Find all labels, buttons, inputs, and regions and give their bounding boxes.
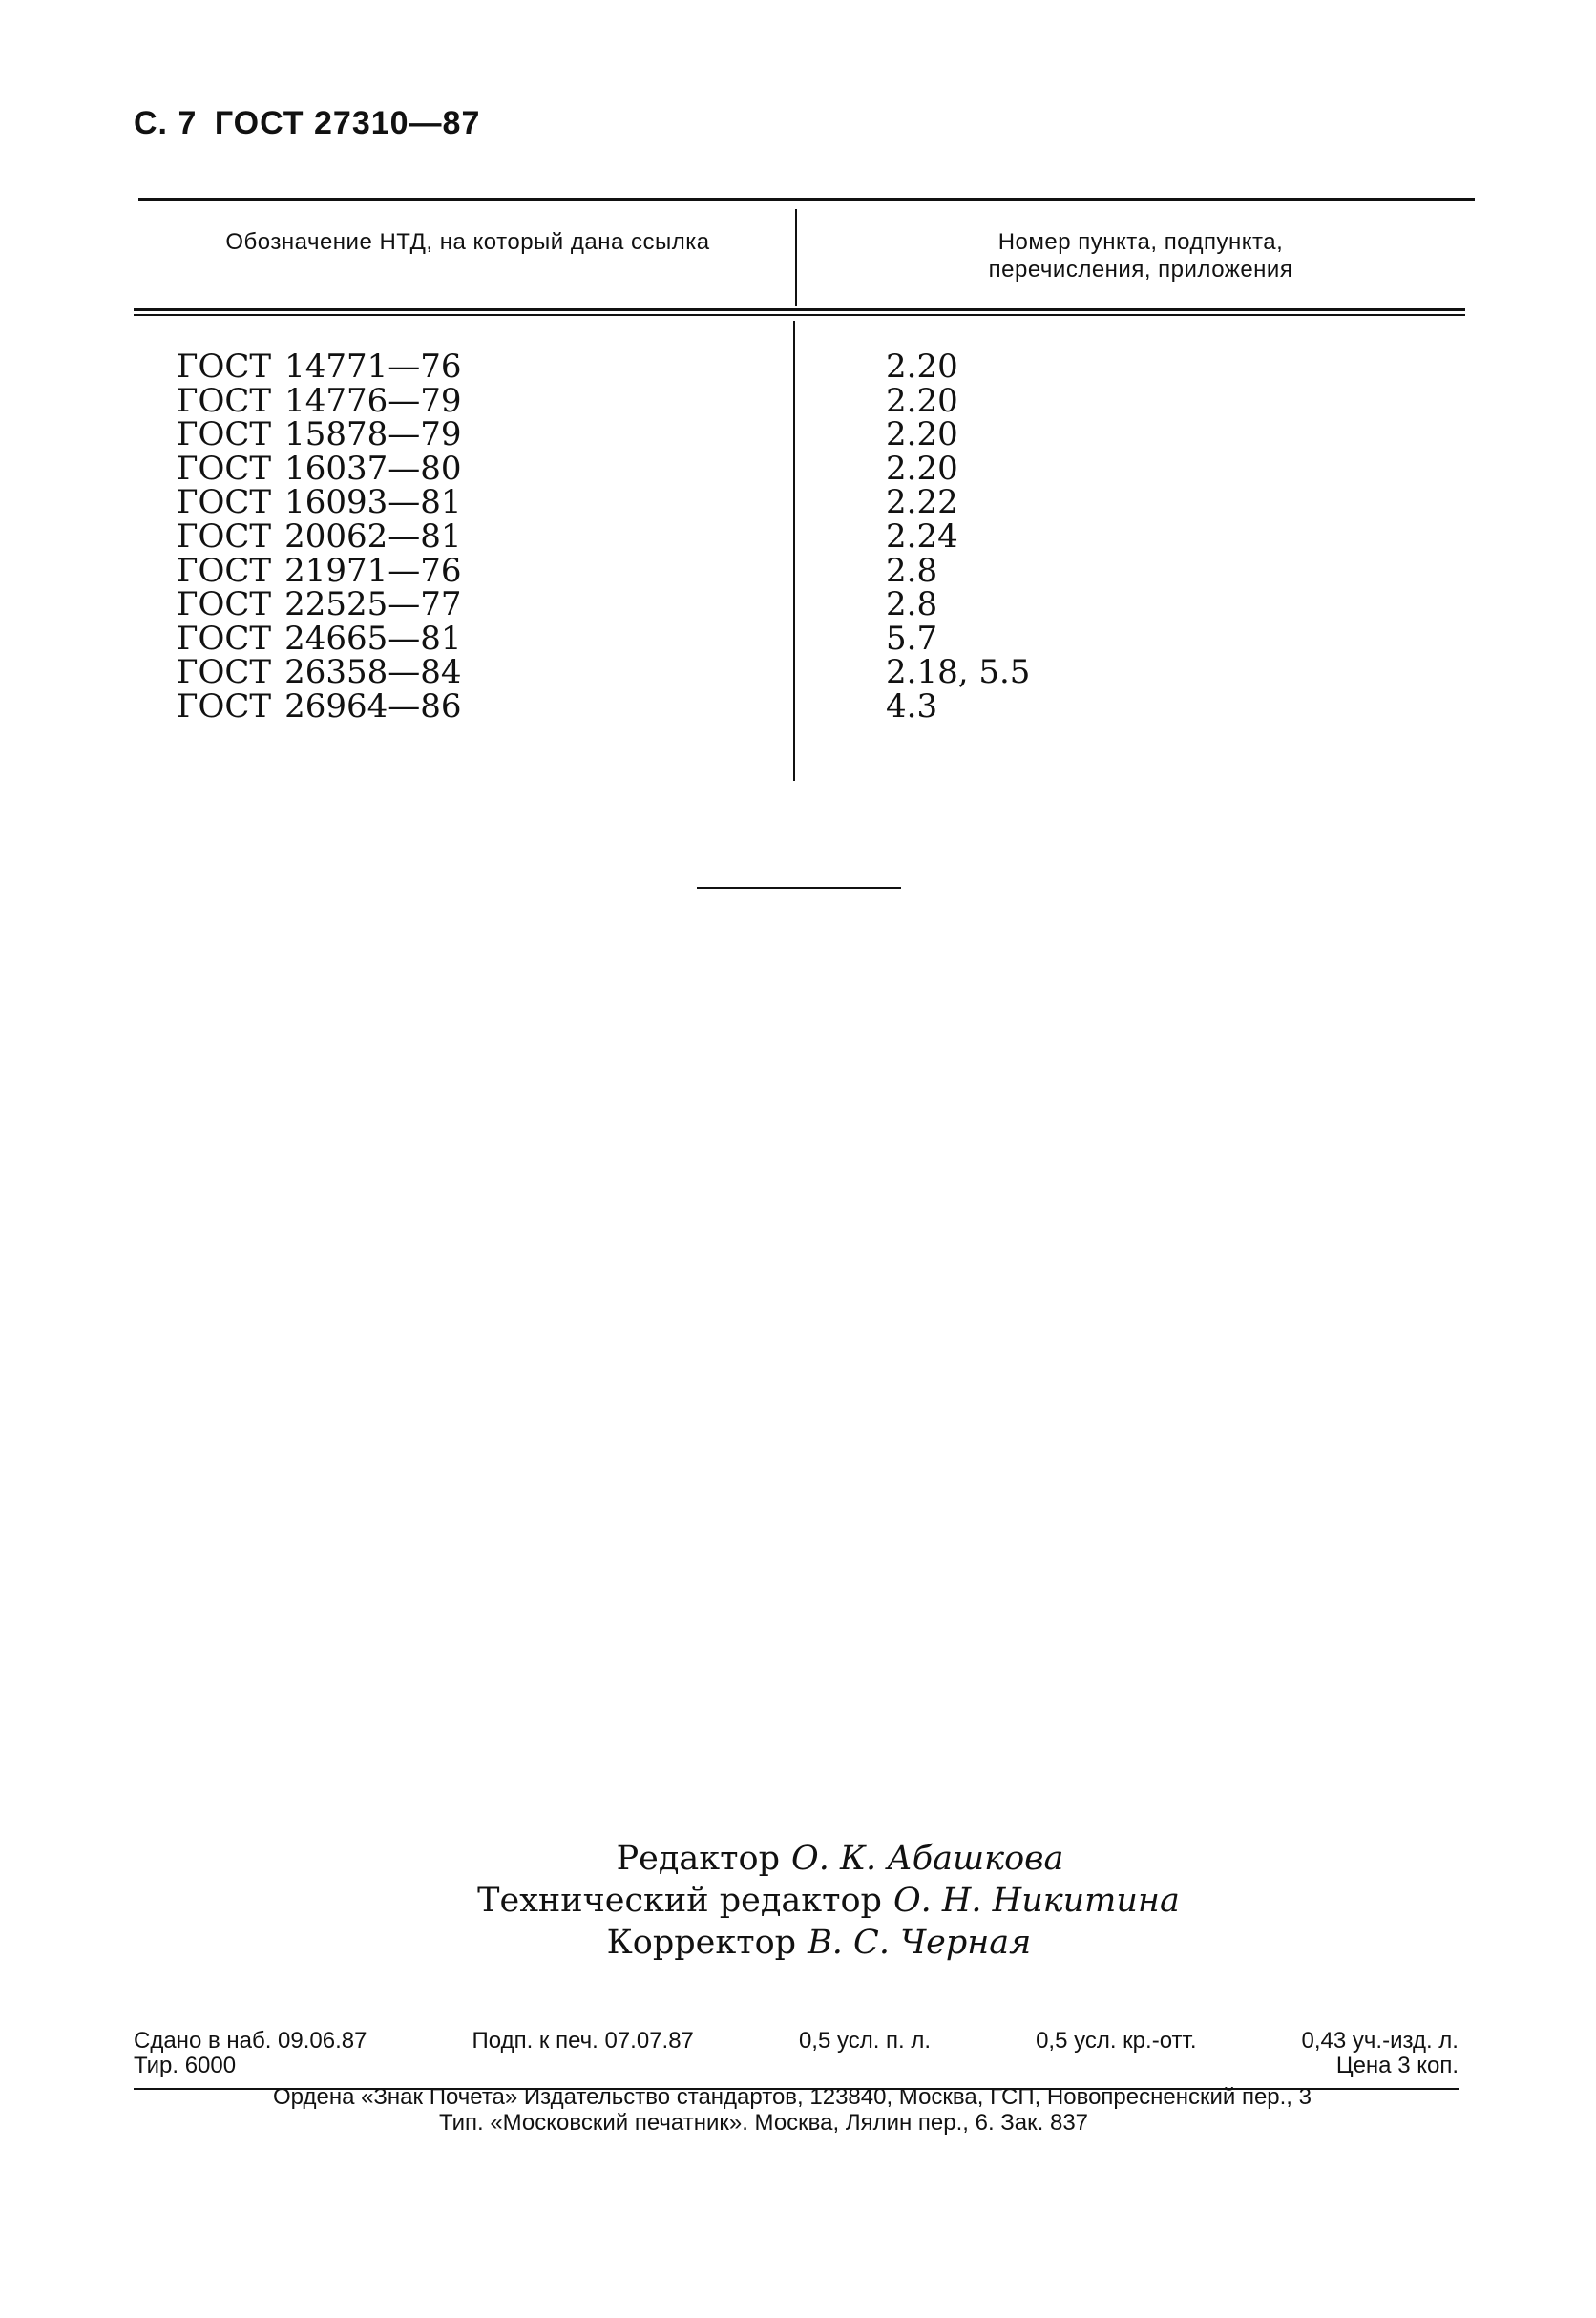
imprint-line-1: Сдано в наб. 09.06.87 Подп. к печ. 07.07.87 0,5 усл. п. л. 0,5 усл. кр.-отт. 0,43 уч.-изд. л.	[134, 2028, 1459, 2054]
editor-line: Редактор О. К. Абашкова	[616, 1840, 1064, 1878]
header-rule-upper	[134, 308, 1465, 311]
table-cell-clause: 4.3	[886, 686, 938, 726]
table-cell-clause: 2.18, 5.5	[886, 653, 1031, 692]
table-row: ГОСТ 14776—79	[177, 381, 462, 420]
table-row: ГОСТ 16037—80	[177, 449, 462, 488]
table-cell-clause: 5.7	[886, 619, 938, 658]
column-header-standard: Обозначение НТД, на который дана ссылка	[225, 229, 710, 255]
table-row: ГОСТ 26964—86	[177, 686, 462, 726]
table-cell-clause: 2.20	[886, 381, 958, 420]
table-row: ГОСТ 15878—79	[177, 415, 462, 454]
column-header-clause: Номер пункта, подпункта, перечисления, приложения	[988, 229, 1293, 283]
editor-name: О. К. Абашкова	[791, 1840, 1064, 1878]
corrector-name: В. С. Черная	[808, 1924, 1032, 1962]
table-row: ГОСТ 20062—81	[177, 516, 462, 556]
table-cell-clause: 2.8	[886, 551, 938, 590]
end-of-text-rule	[697, 887, 901, 889]
corrector-line: Корректор В. С. Черная	[606, 1924, 1032, 1962]
page-number: С. 7	[134, 105, 198, 141]
page-header	[134, 105, 480, 142]
table-cell-clause: 2.8	[886, 585, 938, 624]
table-top-rule	[138, 198, 1475, 201]
publisher-block	[124, 2084, 1460, 2136]
table-row: ГОСТ 22525—77	[177, 585, 462, 624]
tech-editor-name: О. Н. Никитина	[892, 1882, 1180, 1920]
table-row: ГОСТ 26358—84	[177, 653, 462, 692]
table-row: ГОСТ 14771—76	[177, 348, 462, 386]
table-cell-clause: 2.22	[886, 483, 958, 522]
header-column-divider	[795, 209, 797, 306]
document-code: ГОСТ 27310—87	[214, 105, 481, 141]
table-row: ГОСТ 16093—81	[177, 483, 462, 522]
standards-column	[177, 350, 462, 725]
clauses-column	[886, 350, 1030, 725]
tech-editor-line: Технический редактор О. Н. Никитина	[477, 1882, 1180, 1920]
imprint-block	[134, 2029, 1459, 2090]
publisher-line-2: Тип. «Московский печатник». Москва, Лялин пер., 6. Зак. 837	[438, 2110, 1089, 2136]
table-cell-clause: 2.24	[886, 516, 958, 556]
publisher-line-1: Ордена «Знак Почета» Издательство стандартов, 123840, Москва, ГСП, Новопресненский пер., 3	[273, 2084, 1312, 2110]
imprint-line-2: Тир. 6000 Цена 3 коп.	[134, 2053, 1459, 2078]
header-rule-lower	[134, 314, 1465, 316]
table-row: ГОСТ 24665—81	[177, 619, 462, 658]
table-cell-clause: 2.20	[886, 348, 958, 386]
credits-block	[0, 1838, 1596, 1964]
table-row: ГОСТ 21971—76	[177, 551, 462, 590]
table-cell-clause: 2.20	[886, 449, 958, 488]
table-cell-clause: 2.20	[886, 415, 958, 454]
body-column-divider	[793, 321, 795, 781]
